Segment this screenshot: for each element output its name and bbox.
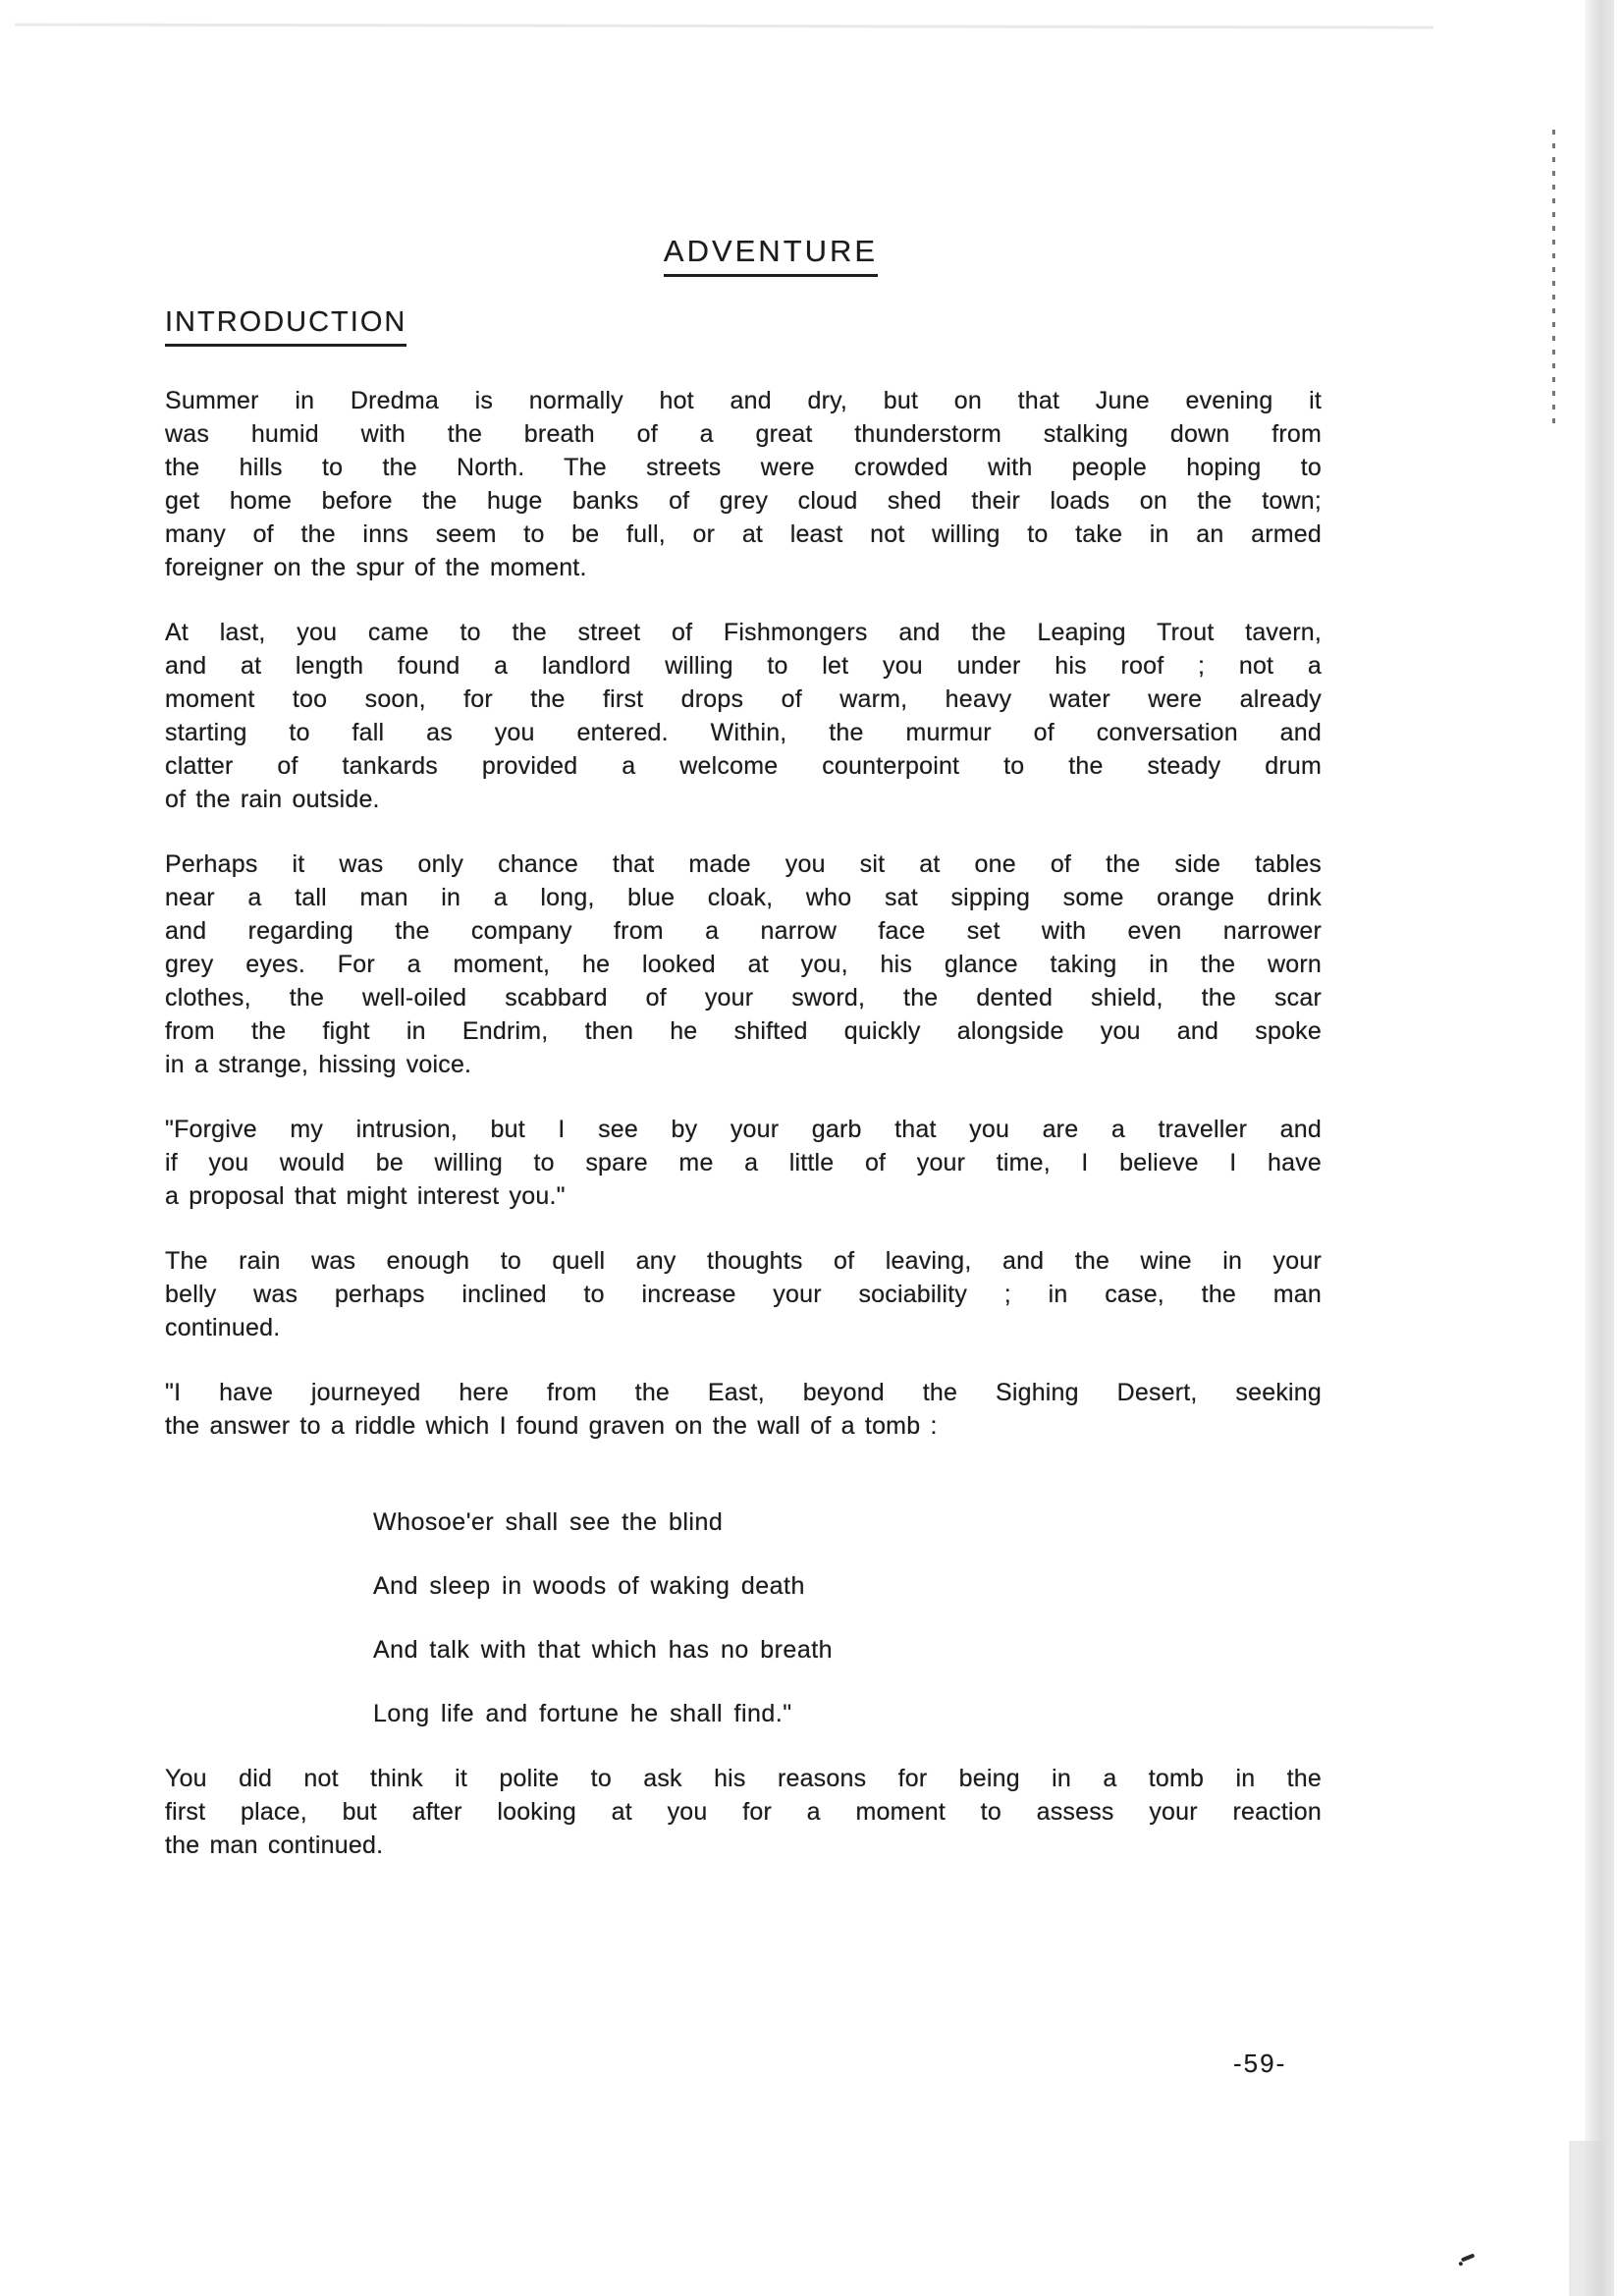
page-title-text: ADVENTURE bbox=[664, 234, 878, 277]
text-line: clatter of tankards provided a welcome counterpoint to the steady drum bbox=[165, 752, 1322, 780]
text-line: of the rain outside. bbox=[165, 786, 380, 813]
text-line: starting to fall as you entered. Within, the murmur of conversation and bbox=[165, 719, 1322, 746]
text-line: clothes, the well-oiled scabbard of your sword, the dented shield, the scar bbox=[165, 984, 1322, 1011]
text-line: in a strange, hissing voice. bbox=[165, 1051, 472, 1078]
document-body bbox=[165, 384, 1322, 1862]
text-line: get home before the huge banks of grey cloud shed their loads on the town; bbox=[165, 487, 1322, 515]
text-line: You did not think it polite to ask his reasons for being in a tomb in the bbox=[165, 1765, 1322, 1792]
text-line: many of the inns seem to be full, or at least not willing to take in an armed bbox=[165, 520, 1322, 548]
text-line: continued. bbox=[165, 1314, 281, 1341]
paragraph bbox=[165, 384, 1322, 584]
scan-artifact-page-edge bbox=[1585, 0, 1614, 2296]
text-line: foreigner on the spur of the moment. bbox=[165, 554, 587, 581]
text-line: first place, but after looking at you for a moment to assess your reaction bbox=[165, 1798, 1322, 1826]
scan-artifact-top-line bbox=[15, 23, 1434, 28]
text-line: a proposal that might interest you." bbox=[165, 1182, 566, 1210]
text-line: the hills to the North. The streets were crowded with people hoping to bbox=[165, 454, 1322, 481]
paragraph bbox=[165, 1376, 1322, 1443]
text-line: grey eyes. For a moment, he looked at you, his glance taking in the worn bbox=[165, 951, 1322, 978]
paragraph bbox=[165, 1113, 1322, 1213]
text-line: near a tall man in a long, blue cloak, who sat sipping some orange drink bbox=[165, 884, 1322, 911]
section-heading-text: INTRODUCTION bbox=[165, 306, 406, 347]
text-line: The rain was enough to quell any thoughts of leaving, and the wine in your bbox=[165, 1247, 1322, 1275]
text-line: was humid with the breath of a great thunderstorm stalking down from bbox=[165, 420, 1322, 448]
page-title bbox=[220, 234, 1322, 277]
scan-artifact-dashed-fold-line bbox=[1552, 130, 1555, 432]
page-number: -59- bbox=[1233, 2049, 1287, 2078]
text-line: Perhaps it was only chance that made you sit at one of the side tables bbox=[165, 850, 1322, 878]
page-content bbox=[165, 234, 1322, 1862]
paragraph bbox=[165, 1762, 1322, 1862]
text-line: and regarding the company from a narrow face set with even narrower bbox=[165, 917, 1322, 945]
poem-line: Long life and fortune he shall find." bbox=[373, 1700, 792, 1727]
paragraph bbox=[165, 1244, 1322, 1344]
text-line: and at length found a landlord willing to let you under his roof ; not a bbox=[165, 652, 1322, 680]
scan-artifact-ink-mark bbox=[1461, 2254, 1475, 2263]
paragraph bbox=[165, 616, 1322, 816]
text-line: from the fight in Endrim, then he shifted quickly alongside you and spoke bbox=[165, 1017, 1322, 1045]
scan-artifact-bottom-edge-band bbox=[1569, 2141, 1604, 2296]
text-line: belly was perhaps inclined to increase your sociability ; in case, the man bbox=[165, 1281, 1322, 1308]
text-line: the man continued. bbox=[165, 1831, 384, 1859]
text-line: "Forgive my intrusion, but I see by your garb that you are a traveller and bbox=[165, 1116, 1322, 1143]
text-line: Summer in Dredma is normally hot and dry, but on that June evening it bbox=[165, 387, 1322, 414]
text-line: "I have journeyed here from the East, beyond the Sighing Desert, seeking bbox=[165, 1379, 1322, 1406]
section-heading bbox=[165, 306, 1322, 347]
poem-line: And sleep in woods of waking death bbox=[373, 1572, 805, 1600]
page-header bbox=[165, 234, 1322, 347]
poem-line: And talk with that which has no breath bbox=[373, 1636, 834, 1664]
text-line: moment too soon, for the first drops of warm, heavy water were already bbox=[165, 685, 1322, 713]
paragraph bbox=[165, 847, 1322, 1081]
text-line: the answer to a riddle which I found graven on the wall of a tomb : bbox=[165, 1412, 938, 1440]
poem-line: Whosoe'er shall see the blind bbox=[373, 1508, 724, 1536]
text-line: At last, you came to the street of Fishmongers and the Leaping Trout tavern, bbox=[165, 619, 1322, 646]
poem-block bbox=[373, 1505, 1322, 1730]
text-line: if you would be willing to spare me a little of your time, I believe I have bbox=[165, 1149, 1322, 1176]
